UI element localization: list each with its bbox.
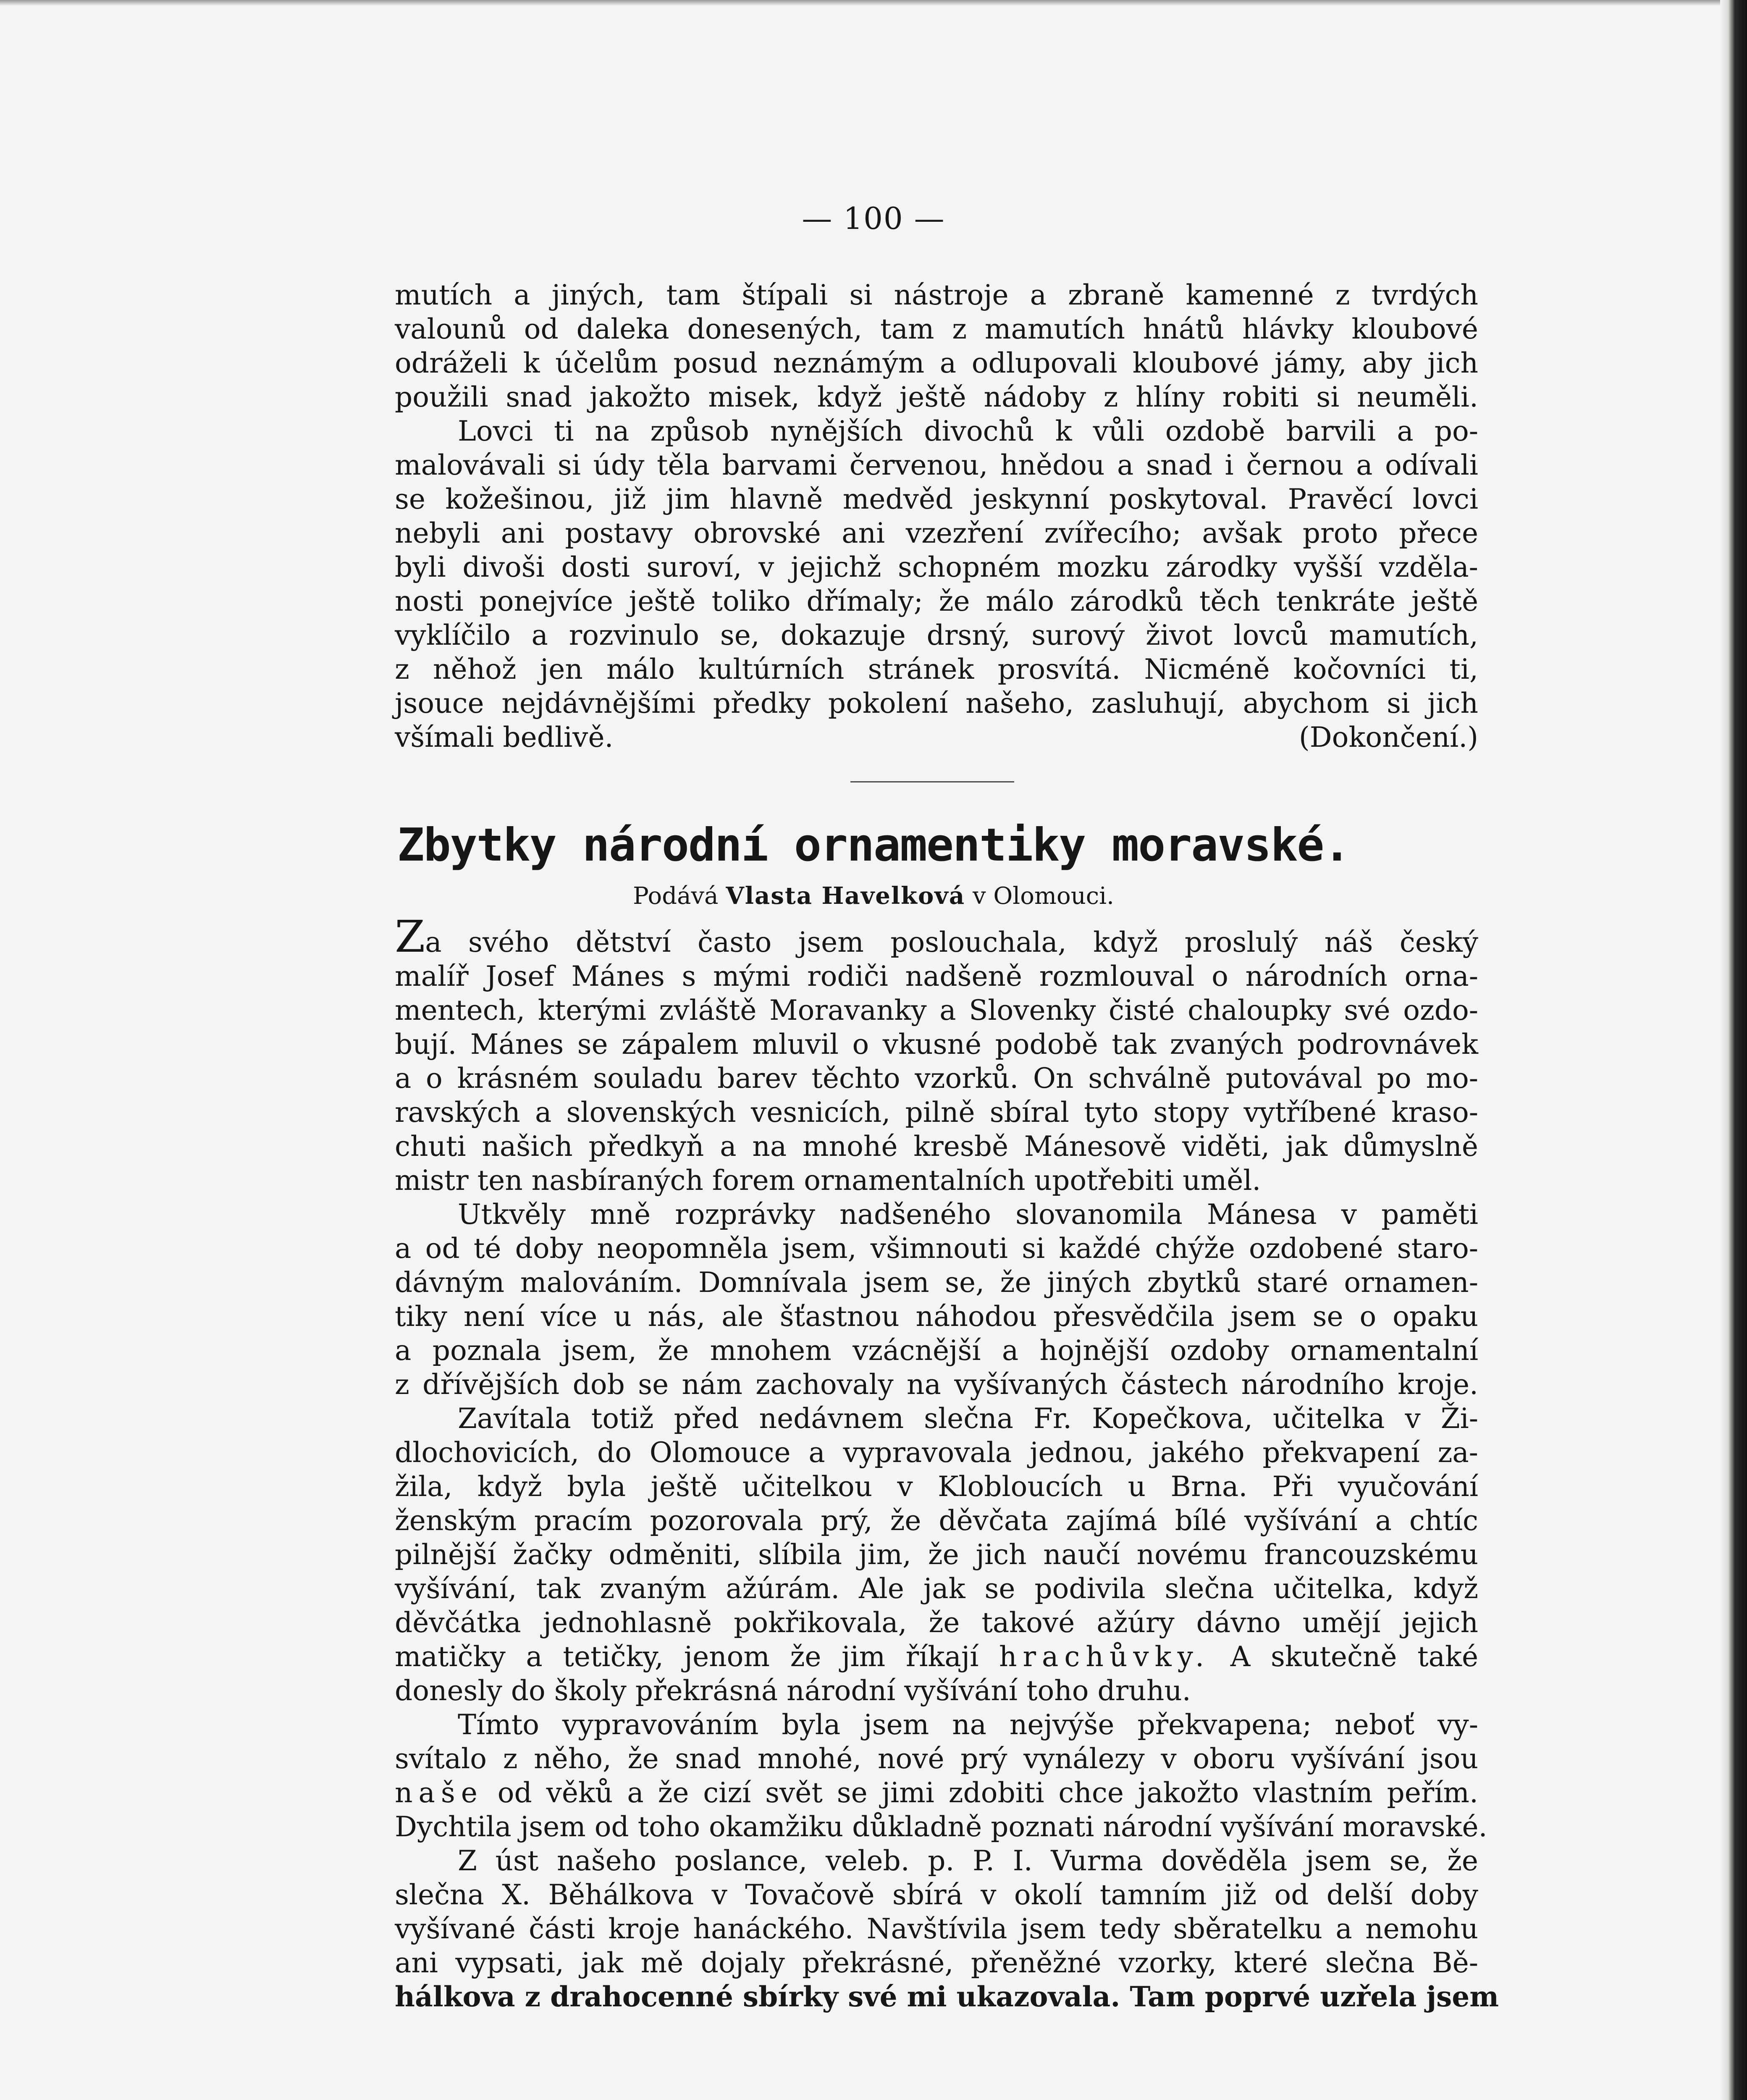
- text-line: tiky není více u nás, ale šťastnou náhodou přesvědčila jsem se o opaku: [395, 1300, 1478, 1333]
- text-line: jsouce nejdávnějšími předky pokolení našeho, zasluhují, abychom si jich: [395, 687, 1478, 719]
- text-line: mutích a jiných, tam štípali si nástroje a zbraně kamenné z tvrdých: [395, 279, 1478, 311]
- text-line: se kožešinou, již jim hlavně medvěd jeskynní poskytoval. Pravěcí lovci: [395, 483, 1478, 515]
- emphasized-word: naše: [395, 1777, 483, 1809]
- text-line: [395, 1776, 1478, 1810]
- section-divider: [850, 781, 1014, 782]
- text-line: a o krásném souladu barev těchto vzorků. On schválně putovával po mo-: [395, 1062, 1478, 1095]
- text-line: a od té doby neopomněla jsem, všimnouti si každé chýže ozdobené staro-: [395, 1232, 1478, 1265]
- continued-paragraph: [395, 278, 1478, 754]
- byline-suffix: v Olomouci.: [972, 882, 1114, 910]
- text-fragment: matičky a tetičky, jenom že jim říkají: [395, 1641, 979, 1673]
- text-line: mistr ten nasbíraných forem ornamentalních upotřebiti uměl.: [395, 1164, 1261, 1197]
- continuation-note: (Dokončení.): [1298, 721, 1478, 753]
- text-line: chuti našich předkyň a na mnohé kresbě Mánesově viděti, jak důmyslně: [395, 1130, 1478, 1163]
- text-line: dávným malováním. Domnívala jsem se, že jiných zbytků staré ornamen-: [395, 1266, 1478, 1299]
- drop-cap: Z: [395, 911, 425, 962]
- closing-text: všímali bedlivě.: [395, 721, 614, 753]
- article-title: Zbytky národní ornamentiky moravské.: [397, 819, 1350, 872]
- text-line: použili snad jakožto misek, když ještě nádoby z hlíny robiti si neuměli.: [395, 381, 1478, 413]
- text-line: žila, když byla ještě učitelkou v Klobloucích u Brna. Při vyučování: [395, 1470, 1478, 1503]
- scan-top-edge: [0, 0, 1747, 6]
- text-line: ravských a slovenských vesnicích, pilně sbíral tyto stopy vytříbené kraso-: [395, 1096, 1478, 1129]
- text-line: vyšívané části kroje hanáckého. Navštívila jsem tedy sběratelku a nemohu: [395, 1913, 1478, 1945]
- text-line: Tímto vypravováním byla jsem na nejvýše překvapena; neboť vy-: [458, 1709, 1478, 1741]
- text-fragment: od věků a že cizí svět se jimi zdobiti chce jakožto vlastním peřím.: [497, 1777, 1478, 1809]
- text-line: pilnější žačky odměniti, slíbila jim, že jich naučí novému francouzskému: [395, 1538, 1478, 1571]
- byline: [0, 882, 1747, 910]
- text-line: z dřívějších dob se nám zachovaly na vyšívaných částech národního kroje.: [395, 1368, 1478, 1401]
- text-line: odráželi k účelům posud neznámým a odlupovali kloubové jámy, aby jich: [395, 347, 1478, 379]
- text-line: vyšívání, tak zvaným ažúrám. Ale jak se podivila slečna učitelka, když: [395, 1572, 1478, 1605]
- text-fragment: A skutečně také: [1230, 1641, 1479, 1673]
- text-line: donesly do školy překrásná národní vyšívání toho druhu.: [395, 1675, 1191, 1707]
- byline-prefix: Podává: [633, 882, 719, 910]
- text-line: malíř Josef Mánes s mými rodiči nadšeně rozmlouval o národních orna-: [395, 960, 1478, 992]
- text-line: [395, 1640, 1478, 1674]
- byline-author: Vlasta Havelková: [726, 882, 965, 910]
- page-number: — 100 —: [802, 201, 945, 236]
- text-line: ani vypsati, jak mě dojaly překrásné, přeněžné vzorky, které slečna Bě-: [395, 1947, 1478, 1979]
- text-line: vyklíčilo a rozvinulo se, dokazuje drsný, surový život lovců mamutích,: [395, 619, 1478, 651]
- text-line: slečna X. Běhálkova v Tovačově sbírá v okolí tamním již od delší doby: [395, 1879, 1478, 1911]
- text-line: valounů od daleka donesených, tam z mamutích hnátů hlávky kloubové: [395, 313, 1478, 345]
- text-line: Lovci ti na způsob nynějších divochů k vůli ozdobě barvili a po-: [458, 415, 1478, 447]
- text-line: dlochovicích, do Olomouce a vypravovala jednou, jakého překvapení za-: [395, 1436, 1478, 1469]
- text-line: z něhož jen málo kultúrních stránek prosvítá. Nicméně kočovníci ti,: [395, 653, 1478, 685]
- text-line: malovávali si údy těla barvami červenou, hnědou a snad i černou a odívali: [395, 449, 1478, 481]
- text-line: Dychtila jsem od toho okamžiku důkladně poznati národní vyšívání moravské.: [395, 1811, 1487, 1843]
- text-line: a poznala jsem, že mnohem vzácnější a hojnější ozdoby ornamentalní: [395, 1334, 1478, 1367]
- text-line: Utkvěly mně rozprávky nadšeného slovanomila Mánesa v paměti: [458, 1198, 1478, 1231]
- scan-right-edge: [1720, 0, 1747, 2100]
- text-line: [395, 911, 1478, 962]
- text-line: bují. Mánes se zápalem mluvil o vkusné podobě tak zvaných podrovnávek: [395, 1028, 1478, 1060]
- first-line-text: a svého dětství často jsem poslouchala, když proslulý náš český: [425, 926, 1478, 958]
- text-line: mentech, kterými zvláště Moravanky a Slovenky čisté chaloupky své ozdo-: [395, 994, 1478, 1026]
- text-line: děvčátka jednohlasně pokřikovala, že takové ažúry dávno umějí jejich: [395, 1606, 1478, 1639]
- closing-line: [395, 720, 1478, 754]
- text-line: Zavítala totiž před nedávnem slečna Fr. Kopečkova, učitelka v Ži-: [458, 1402, 1478, 1435]
- text-line: byli divoši dosti suroví, v jejichž schopném mozku zárodky vyšší vzděla-: [395, 551, 1478, 583]
- text-line: hálkova z drahocenné sbírky své mi ukazovala. Tam poprvé uzřela jsem: [395, 1980, 1499, 2013]
- text-line: nebyli ani postavy obrovské ani vzezření zvířecího; avšak proto přece: [395, 517, 1478, 549]
- text-line: Z úst našeho poslance, veleb. p. P. I. Vurma dověděla jsem se, že: [458, 1845, 1478, 1877]
- text-line: ženským pracím pozorovala prý, že děvčata zajímá bílé vyšívání a chtíc: [395, 1504, 1478, 1537]
- emphasized-word: hrachůvky.: [999, 1641, 1210, 1673]
- article-body: [395, 911, 1499, 2014]
- text-line: nosti ponejvíce ještě toliko dřímaly; že málo zárodků těch tenkráte ještě: [395, 585, 1478, 617]
- text-line: svítalo z něho, že snad mnohé, nové prý vynálezy v oboru vyšívání jsou: [395, 1743, 1478, 1775]
